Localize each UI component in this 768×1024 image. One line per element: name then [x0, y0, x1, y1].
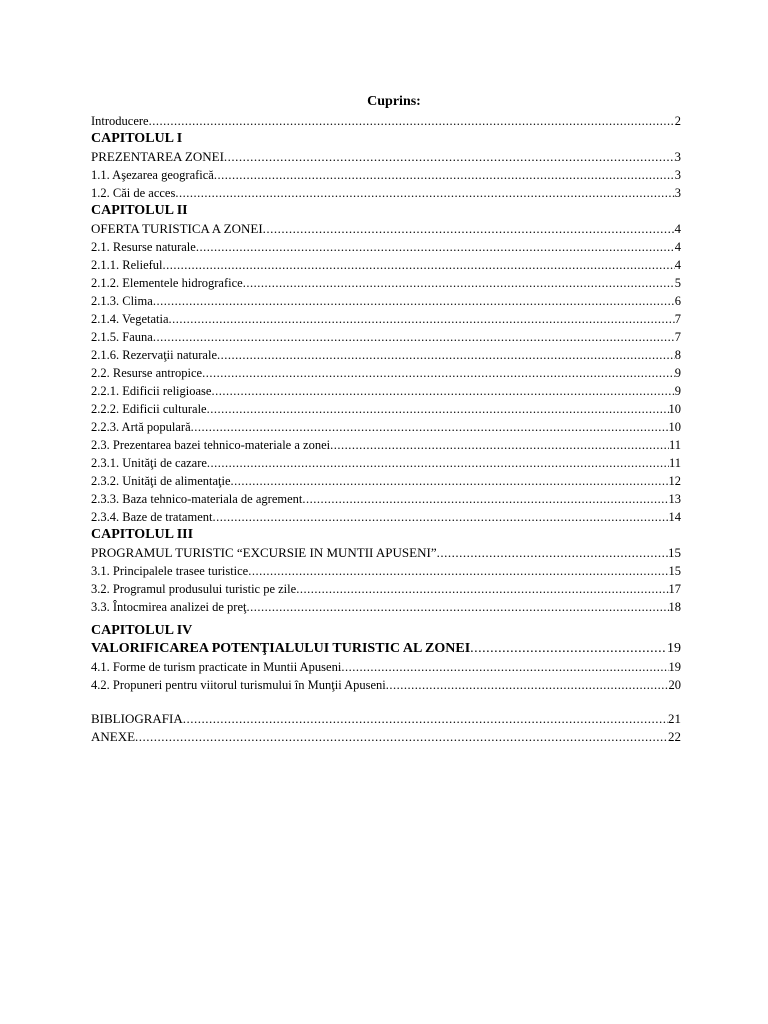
toc-entry: [91, 418, 681, 436]
toc-entry-bibliografia: [91, 710, 681, 728]
dot-leader: [341, 658, 668, 676]
chapter-heading-1: CAPITOLUL I: [91, 131, 183, 146]
chapter-title-1: [91, 148, 681, 166]
dot-leader: [330, 436, 669, 454]
toc-entry-label: 3.3. Întocmirea analizei de preţ: [91, 600, 247, 614]
toc-entry-page: 18: [668, 600, 681, 614]
toc-title: Cuprins:: [367, 94, 421, 109]
toc-entry-page: 10: [668, 420, 681, 434]
dot-leader: [211, 382, 674, 400]
toc-entry-label: 2.2.2. Edificii culturale: [91, 402, 207, 416]
dot-leader: [386, 676, 669, 694]
dot-leader: [153, 292, 675, 310]
dot-leader: [135, 728, 668, 746]
toc-entry-label: 2.3. Prezentarea bazei tehnico-materiale a zonei: [91, 438, 331, 452]
toc-entry-label: 4.2. Propuneri pentru viitorul turismului în Munţii Apuseni: [91, 678, 386, 692]
dot-leader: [183, 710, 668, 728]
toc-entry-page: 8: [674, 348, 681, 362]
toc-entry-page: 9: [674, 366, 681, 380]
toc-entry-label: Introducere: [91, 114, 149, 128]
toc-entry-page: 4: [674, 240, 681, 254]
dot-leader: [175, 184, 674, 202]
dot-leader: [207, 400, 669, 418]
toc-entry: [91, 364, 681, 382]
chapter-title-3: [91, 544, 681, 562]
dot-leader: [302, 490, 668, 508]
toc-entry-label: 2.3.3. Baza tehnico-materiala de agrement: [91, 492, 303, 506]
toc-entry: [91, 256, 681, 274]
toc-entry-label: 2.3.2. Unităţi de alimentaţie: [91, 474, 231, 488]
toc-entry: [91, 184, 681, 202]
dot-leader: [248, 562, 668, 580]
chapter-heading-4: CAPITOLUL IV: [91, 623, 193, 638]
dot-leader: [191, 418, 669, 436]
dot-leader: [212, 508, 668, 526]
toc-entry-label: 2.1.6. Rezervaţii naturale: [91, 348, 217, 362]
toc-entry: [91, 328, 681, 346]
toc-entry-page: 5: [674, 276, 681, 290]
toc-entry-label: BIBLIOGRAFIA: [91, 711, 183, 726]
dot-leader: [149, 112, 675, 130]
toc-entry-page: 13: [668, 492, 681, 506]
dot-leader: [207, 454, 669, 472]
toc-entry-page: 19: [668, 660, 681, 674]
chapter-heading-3: CAPITOLUL III: [91, 527, 194, 542]
toc-entry-label: 2.1.4. Vegetatia: [91, 312, 169, 326]
toc-entry-introducere: [91, 112, 681, 130]
toc-entry-page: 2: [674, 114, 681, 128]
toc-entry-label: PREZENTAREA ZONEI: [91, 149, 224, 164]
dot-leader: [169, 310, 675, 328]
dot-leader: [243, 274, 675, 292]
toc-entry-page: 14: [668, 510, 681, 524]
toc-entry-label: 2.1.2. Elementele hidrografice: [91, 276, 243, 290]
chapter-title-4: [91, 640, 681, 658]
toc-entry-label: 2.1.3. Clima: [91, 294, 153, 308]
toc-entry-label: 1.2. Căi de acces: [91, 186, 176, 200]
toc-entry: [91, 166, 681, 184]
chapter-heading-2: CAPITOLUL II: [91, 203, 188, 218]
toc-entry-label: 3.1. Principalele trasee turistice: [91, 564, 249, 578]
toc-entry: [91, 490, 681, 508]
toc-entry-page: 17: [668, 582, 681, 596]
dot-leader: [202, 364, 675, 382]
toc-entry-page: 11: [668, 456, 681, 470]
toc-entry-page: 19: [667, 641, 681, 656]
toc-entry-label: 2.3.1. Unităţi de cazare: [91, 456, 207, 470]
toc-entry-page: 20: [668, 678, 681, 692]
toc-entry-label: 1.1. Aşezarea geografică: [91, 168, 214, 182]
toc-entry-anexe: [91, 728, 681, 746]
toc-entry-page: 15: [668, 564, 681, 578]
toc-entry: [91, 346, 681, 364]
toc-entry-page: 3: [674, 168, 681, 182]
toc-entry-page: 12: [668, 474, 681, 488]
toc-entry: [91, 238, 681, 256]
dot-leader: [263, 220, 675, 238]
dot-leader: [246, 598, 668, 616]
dot-leader: [296, 580, 668, 598]
toc-entry: [91, 676, 681, 694]
toc-entry-label: 2.1. Resurse naturale: [91, 240, 196, 254]
chapter-title-2: [91, 220, 681, 238]
dot-leader: [214, 166, 675, 184]
toc-entry-label: 2.2.1. Edificii religioase: [91, 384, 212, 398]
toc-entry-page: 6: [674, 294, 681, 308]
toc-entry-page: 15: [668, 545, 681, 560]
toc-entry-label: 4.1. Forme de turism practicate in Muntii Apuseni: [91, 660, 342, 674]
toc-entry-page: 10: [668, 402, 681, 416]
toc-entry: [91, 454, 681, 472]
toc-entry: [91, 436, 681, 454]
toc-entry-page: 11: [668, 438, 681, 452]
toc-entry: [91, 292, 681, 310]
toc-entry: [91, 658, 681, 676]
toc-entry-label: 2.2. Resurse antropice: [91, 366, 203, 380]
toc-entry: [91, 310, 681, 328]
toc-entry-label: 2.3.4. Baze de tratament: [91, 510, 213, 524]
table-of-contents: [91, 94, 681, 746]
dot-leader: [470, 640, 667, 658]
toc-entry-page: 4: [674, 258, 681, 272]
dot-leader: [153, 328, 675, 346]
toc-entry-page: 21: [668, 711, 681, 726]
toc-entry-label: 2.1.5. Fauna: [91, 330, 153, 344]
dot-leader: [163, 256, 675, 274]
toc-entry-label: VALORIFICAREA POTENŢIALULUI TURISTIC AL ZONEI: [91, 641, 471, 656]
toc-entry: [91, 598, 681, 616]
dot-leader: [224, 148, 675, 166]
toc-entry-label: OFERTA TURISTICA A ZONEI: [91, 221, 263, 236]
dot-leader: [231, 472, 669, 490]
dot-leader: [196, 238, 675, 256]
toc-entry-label: 3.2. Programul produsului turistic pe zile: [91, 582, 297, 596]
toc-entry: [91, 400, 681, 418]
toc-entry-page: 7: [674, 312, 681, 326]
toc-entry-page: 4: [674, 221, 681, 236]
toc-entry-page: 3: [674, 186, 681, 200]
toc-entry-page: 9: [674, 384, 681, 398]
toc-entry: [91, 580, 681, 598]
toc-entry: [91, 562, 681, 580]
toc-entry-page: 3: [674, 149, 681, 164]
toc-entry-page: 7: [674, 330, 681, 344]
toc-entry-label: ANEXE: [91, 729, 136, 744]
toc-entry: [91, 508, 681, 526]
toc-entry: [91, 472, 681, 490]
dot-leader: [437, 544, 668, 562]
toc-entry-label: PROGRAMUL TURISTIC “EXCURSIE IN MUNTII APUSENI”: [91, 545, 437, 560]
toc-entry-label: 2.2.3. Artă populară: [91, 420, 191, 434]
toc-entry-label: 2.1.1. Relieful: [91, 258, 163, 272]
dot-leader: [217, 346, 675, 364]
toc-entry-page: 22: [668, 729, 681, 744]
toc-entry: [91, 274, 681, 292]
toc-entry: [91, 382, 681, 400]
